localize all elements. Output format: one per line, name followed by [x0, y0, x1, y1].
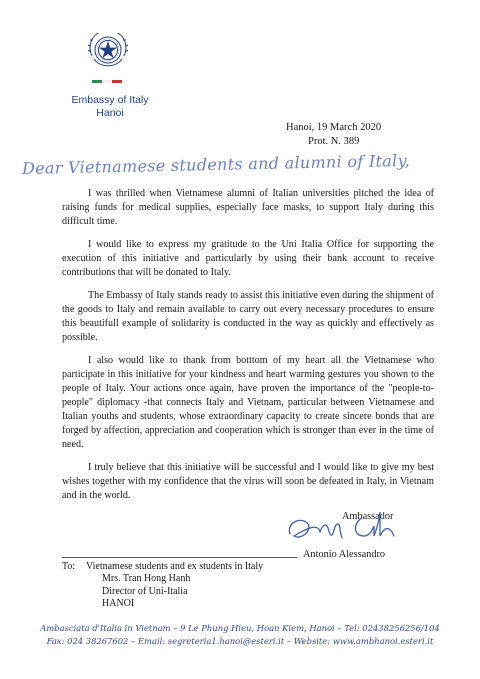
embassy-name-line2: Hanoi: [96, 107, 124, 119]
body-paragraph-5: I truly believe that this initiative will be successful and I would like to give my best wishes together with my confidence that the virus will soon be defeated in Italy, in Vietnam and in the world.: [62, 461, 434, 502]
letter-date: Hanoi, 19 March 2020: [286, 122, 382, 133]
recipient-lines: [86, 561, 316, 610]
handwritten-signature-icon: [284, 508, 434, 548]
signatory-name: Antonio Alessandro: [303, 549, 386, 560]
footer-address-line: Ambasciata d'Italia in Vietnam – 9 Le Phung Hieu, Hoan Kiem, Hanoi – Tel: 02438256256/104: [40, 623, 440, 633]
recipient-line-2: Mrs. Tran Hong Hanh: [102, 573, 191, 585]
body-paragraph-2: I would like to express my gratitude to the Uni Italia Office for supporting the execution of this initiative and particularly by using their bank account to receive contributions that will be donated to Italy.: [62, 238, 434, 279]
body-paragraph-1: I was thrilled when Vietnamese alumni of Italian universities pitched the idea of raising funds for medical supplies, especially face masks, to support Italy during this difficult time.: [62, 188, 434, 228]
footer-contact-line: Fax: 024 38267602 – Email: segreteria1.hanoi@esteri.it – Website: www.ambhanoi.esteri.it: [46, 636, 434, 646]
embassy-name: [50, 94, 170, 120]
closing-title: Ambassador: [342, 511, 394, 522]
embassy-name-line1: Embassy of Italy: [71, 94, 149, 106]
protocol-number: Prot. N. 389: [308, 136, 360, 147]
date-block: [286, 121, 436, 149]
recipient-line-4: HANOI: [102, 597, 135, 609]
to-label: To:: [62, 561, 76, 572]
embassy-footer: [30, 622, 450, 648]
body-paragraph-3: The Embassy of Italy stands ready to assist this initiative even during the shipment of the goods to Italy and remain available to carry out every necessary procedures to ensure this beautifull example of solidarity is conducted in the way as quickly and effectively as possible.: [62, 289, 434, 344]
recipient-divider: [62, 557, 297, 558]
italian-republic-emblem-icon: [82, 26, 134, 76]
flag-white: [102, 80, 112, 83]
recipient-line-3: Director of Uni-Italia: [102, 585, 188, 597]
letter-body: [62, 187, 434, 512]
handwritten-salutation: Dear Vietnamese students and alumni of Italy,: [21, 150, 411, 178]
body-paragraph-4: I also would like to thank from botttom of my heart all the Vietnamese who participate in this initiative for your kindness and heart warming gestures you shown to the people of Italy. Your actions once again, have proven the importance of the "people-to-people" diplomacy -that connects Italy and Vietnam, particular between Vietnamese and Italian youths and students, whose extraordinary capacity to create sincere bonds that are forged by affection, appreciation and cooperation which is stronger than ever in the time of need.: [62, 354, 434, 451]
flag-red: [112, 80, 122, 83]
recipient-line-1: Vietnamese students and ex students in Italy: [86, 561, 264, 572]
flag-green: [92, 80, 102, 83]
italian-flag-stripe: [92, 80, 122, 83]
